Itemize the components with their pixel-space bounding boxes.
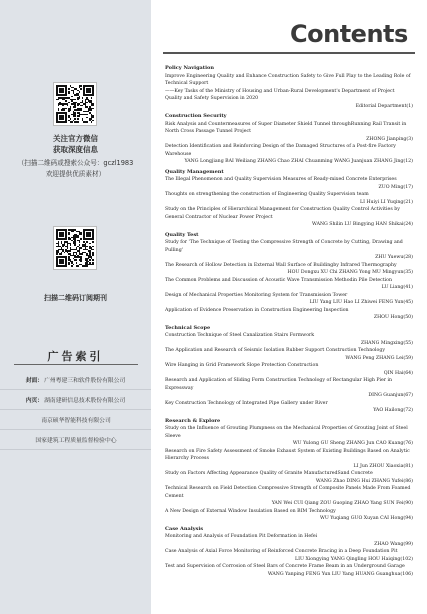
toc-entry-title: Design of Mechanical Properties Monitoring System for Transmission Tower <box>165 292 348 298</box>
toc-entry-byline <box>165 500 413 508</box>
ad-row <box>0 430 151 450</box>
toc-entry-authors: HOU Dongxu XU Chi ZHANG Yong MU Mingyun <box>287 270 404 275</box>
toc-entry[interactable] <box>165 533 413 548</box>
toc-entry[interactable] <box>165 88 413 111</box>
toc-entry-page: (76) <box>403 441 413 446</box>
toc-entry-byline <box>165 515 413 523</box>
toc-entry[interactable] <box>165 332 413 347</box>
toc-entry[interactable] <box>165 143 413 166</box>
toc-entry-page: (24) <box>403 222 413 227</box>
toc-entry-page: (50) <box>403 315 413 320</box>
toc-entry[interactable] <box>165 425 413 448</box>
toc-entry-byline <box>165 269 413 277</box>
toc-entry[interactable] <box>165 239 413 262</box>
toc-entry[interactable] <box>165 262 413 277</box>
toc-entry-page: (90) <box>403 501 413 506</box>
toc-entry-title: Research and Application of Sliding Form Construction Technology of Rectangular High Pier in Expressway <box>165 378 393 391</box>
toc-entry-authors: WANG Zhao DING Hui ZHANG Yufei <box>315 478 404 484</box>
toc-entry-byline <box>165 103 413 111</box>
toc-entry-title: Risk Analysis and Countermeasures of Super Diameter Shield Tunnel throughRunning Rail Transit in North Cross Passage Tunnel Project <box>165 121 407 134</box>
toc-entry-page: (67) <box>403 393 413 398</box>
ad-row <box>0 390 151 410</box>
toc-entry-byline <box>165 556 413 564</box>
toc-entry-byline <box>165 314 413 322</box>
toc-entry-authors: ZHAO Wang <box>374 541 404 547</box>
toc-entry-byline <box>165 136 413 144</box>
toc-entry[interactable] <box>165 400 413 415</box>
toc-entry-byline <box>165 392 413 400</box>
toc-entry-authors: WANG Shilin LU Bingying HAN Shikai <box>311 222 404 227</box>
toc-entry[interactable] <box>165 548 413 563</box>
ad-company: 南京硕华智能科技有限公司 <box>41 418 111 424</box>
toc-entry-byline <box>165 340 413 348</box>
toc-entry-page: (12) <box>403 159 413 164</box>
ad-index-title: 广告索引 <box>47 350 104 363</box>
toc-entry-byline <box>165 284 413 292</box>
toc-entry-page: (45) <box>403 300 413 305</box>
toc-entry[interactable] <box>165 121 413 144</box>
toc-entry-page: (17) <box>403 184 413 190</box>
toc-entry[interactable] <box>165 508 413 523</box>
toc-entry[interactable] <box>165 206 413 229</box>
toc-entry-authors: YAO Hailong <box>373 408 404 413</box>
toc-entry[interactable] <box>165 292 413 307</box>
toc-entry-page: (41) <box>403 285 413 290</box>
toc-entry-authors: YAN Wei CUI Qiang ZOU Guoping ZHAO Yang SUN Fei <box>271 501 404 506</box>
ad-label: 封面： <box>25 378 44 384</box>
toc-entry-title: Research on Fire Safety Assessment of Smoke Exhaust System of Existing Buildings Based on Analytic Hierarchy Process <box>165 448 410 461</box>
toc-entry-title: Application of Evidence Preservation in Construction Engineering Inspection <box>165 307 349 313</box>
toc-entry-page: (72) <box>403 408 413 413</box>
toc-entry-byline <box>165 370 413 378</box>
toc-entry-byline <box>165 158 413 166</box>
toc-entry[interactable] <box>165 347 413 362</box>
toc-entry-authors: QIN Hai <box>383 370 404 376</box>
ad-company: 国家建筑工程质量监督检验中心 <box>35 438 117 444</box>
toc-entry-title: The Illegal Phenomenon and Quality Supervision Measures of Ready-mixed Concrete Enterprises <box>165 177 397 182</box>
qr1-caption-line3: （扫描二维码或搜索公众号：gczl1983 <box>17 159 134 167</box>
toc-entry-authors: YANG Longjiang BAI Weiliang ZHANG Chao ZHAI Chuanming WANG Juanjuan ZHANG Jing <box>184 159 404 164</box>
toc-entry[interactable] <box>165 448 413 471</box>
qr2-caption: 扫描二维码订阅期刊 <box>44 294 107 302</box>
toc-entry-title: Study on the Influence of Grouting Plumpness on the Mechanical Properties of Grouting Joint of Steel Sleeve <box>165 426 408 439</box>
toc-entry-authors: LI Huiyi LI Yuqing <box>359 199 404 205</box>
toc-entry-authors: WU Yuqiang GUO Xuyan CAI Hong <box>320 516 404 521</box>
toc-entry-page: (99) <box>403 541 413 547</box>
wechat-qr-code[interactable] <box>53 82 97 126</box>
toc-entry-page: (55) <box>403 340 413 346</box>
qr1-caption-line1: 关注官方微信 <box>53 134 98 143</box>
toc-entry-byline <box>165 571 413 579</box>
toc-entry-byline <box>165 407 413 415</box>
toc-entry[interactable] <box>165 470 413 485</box>
toc-entry[interactable] <box>165 362 413 377</box>
qr1-caption-line2: 获取深度信息 <box>53 145 98 154</box>
toc-entry-authors: ZHOU Hong <box>373 315 404 320</box>
toc-entry-page: (64) <box>403 370 413 376</box>
toc-entry-title: Study on Factors Affecting Appearance Quality of Granite ManufacturedSand Concrete <box>165 471 373 476</box>
toc-entry-authors: DING Guanjun <box>368 393 404 398</box>
toc-entry[interactable] <box>165 563 413 578</box>
ad-row <box>0 410 151 430</box>
toc-entry-byline <box>165 541 413 549</box>
toc-section-heading: Quality Test <box>165 231 199 238</box>
toc-entry-authors: LIU Yang LIU Hao LI Zhiwei FENG Yun <box>309 300 404 305</box>
toc-entry-byline <box>165 355 413 363</box>
toc-entry-authors: ZHU Yuewu <box>375 255 404 260</box>
page-title: Contents <box>290 20 408 48</box>
subscribe-qr-code[interactable] <box>53 226 97 270</box>
toc-entry-page: (81) <box>403 463 413 469</box>
toc-entry-authors: ZUO Ming <box>378 184 404 190</box>
toc-entry-page: (21) <box>403 199 413 205</box>
toc-entry-byline <box>165 440 413 448</box>
toc-section-heading: Technical Scope <box>165 324 211 331</box>
toc-entry-authors: WU Yulong GU Sheng ZHANG Jun CAO Kuang <box>292 441 404 446</box>
ad-label: 内页： <box>25 398 44 404</box>
ad-company: 广州粤建三和软件股份有限公司 <box>44 378 126 384</box>
toc-entry-title: Study on the Principles of Hierarchical Management for Construction Quality Control Activities by General Contractor of Nuclear Power Project <box>165 207 400 220</box>
toc-entry[interactable] <box>165 277 413 292</box>
toc-entry-title: ——Key Tasks of the Ministry of Housing and Urban-Rural Development's Department of Project Quality and Safety Supervision in 2020 <box>165 88 395 101</box>
toc-entry-title: Detection Identification and Reinforcing Design of the Damaged Structures of a Post-fire Factory Warehouse <box>165 144 396 157</box>
toc-section-heading: Construction Security <box>165 113 227 119</box>
toc-entry-title: Key Construction Technology of Integrated Pipe Gallery under River <box>165 400 328 406</box>
toc-entry-title: Improve Engineering Quality and Enhance Construction Safety to Give Full Play to the Leading Role of Technical Support <box>165 73 411 86</box>
toc-entry-byline <box>165 184 413 192</box>
toc-entry-page: (59) <box>403 355 413 361</box>
toc-entry-authors: WANG Yanping FENG Yun LIU Yang HUANG Guanghua <box>267 571 401 577</box>
ad-company: 湖南建研信息技术股份有限公司 <box>44 398 126 404</box>
toc-entry-page: (102) <box>400 556 413 562</box>
toc-entry-authors: Editorial Department <box>355 103 407 109</box>
ad-row <box>0 370 151 390</box>
toc-entry-byline <box>165 254 413 262</box>
toc-entry-title: The Application and Research of Seismic Isolation Rubber Support Construction Technology <box>165 348 385 353</box>
toc-entry-authors: WANG Peng ZHANG Lei <box>345 355 404 361</box>
table-of-contents <box>165 62 413 578</box>
toc-section-heading: Case Analysis <box>165 525 204 532</box>
toc-entry[interactable] <box>165 73 413 88</box>
toc-entry-title: A New Design of External Window Insulation Based on BIM Technology <box>165 508 336 514</box>
toc-entry-page: (3) <box>406 136 413 142</box>
toc-entry-title: Wire Hanging in Grid Framework Slope Protection Construction <box>165 363 319 368</box>
toc-entry-title: Case Analysis of Axial Force Monitoring of Reinforced Concrete Bracing in a Deep Foundation Pit <box>165 549 398 554</box>
toc-entry-byline <box>165 478 413 486</box>
toc-entry-title: The Research of Hollow Detection in External Wall Surface of Buildingby Infrared Thermography <box>165 262 397 268</box>
toc-entry[interactable] <box>165 176 413 191</box>
toc-entry-page: (35) <box>403 270 413 275</box>
toc-entry-page: (106) <box>400 571 413 577</box>
toc-entry-byline <box>165 221 413 229</box>
toc-entry-title: Test and Supervision of Corrosion of Steel Bars of Concrete Frame Beam in an Underground Garage <box>165 564 405 569</box>
toc-entry-authors: ZHANG Mingxing <box>360 340 404 346</box>
ad-index-divider <box>14 364 138 365</box>
toc-entry-title: Study for 'The Technique of Testing the Compressive Strength of Concrete by Cutting, Drawing and Pulling' <box>165 240 403 253</box>
title-divider <box>163 52 415 54</box>
qr1-caption-line4: 欢迎提供优质素材） <box>45 170 106 178</box>
toc-entry-byline <box>165 463 413 471</box>
toc-section-heading: Research & Explore <box>165 417 221 424</box>
toc-entry[interactable] <box>165 191 413 206</box>
sidebar <box>0 0 151 614</box>
toc-entry[interactable] <box>165 485 413 508</box>
toc-entry-page: (1) <box>406 103 413 109</box>
toc-entry-title: Thoughts on strengthening the construction of Engineering Quality Supervision team <box>165 192 369 197</box>
toc-entry-page: (86) <box>403 478 413 484</box>
toc-entry-title: Monitoring and Analysis of Foundation Pit Deformation in Hefei <box>165 534 318 539</box>
toc-entry-title: The Common Problems and Discussion of Acoustic Wave Transmission Methodin Pile Detection <box>165 277 392 283</box>
toc-entry[interactable] <box>165 307 413 322</box>
toc-section-heading: Quality Management <box>165 168 224 175</box>
toc-entry-title: Technical Research on Field Detection Compressive Strength of Composite Panels Made From Foamed Cement <box>165 486 411 499</box>
toc-entry-byline <box>165 199 413 207</box>
toc-entry-authors: LI Jun ZHOU Xiaoxia <box>353 463 404 469</box>
toc-section-heading: Policy Navigation <box>165 65 214 71</box>
toc-entry-page: (94) <box>403 516 413 521</box>
toc-entry-byline <box>165 299 413 307</box>
toc-entry-title: Construction Technique of Steel Canalization Stairs Formwork <box>165 333 315 338</box>
toc-entry-page: (28) <box>403 255 413 260</box>
toc-entry[interactable] <box>165 377 413 400</box>
toc-entry-authors: ZHONG Jianping <box>366 136 407 142</box>
toc-entry-authors: LU Liang <box>381 285 404 290</box>
toc-entry-authors: LIU Xiongying YANG Qingling HOU Haiqing <box>295 556 401 562</box>
